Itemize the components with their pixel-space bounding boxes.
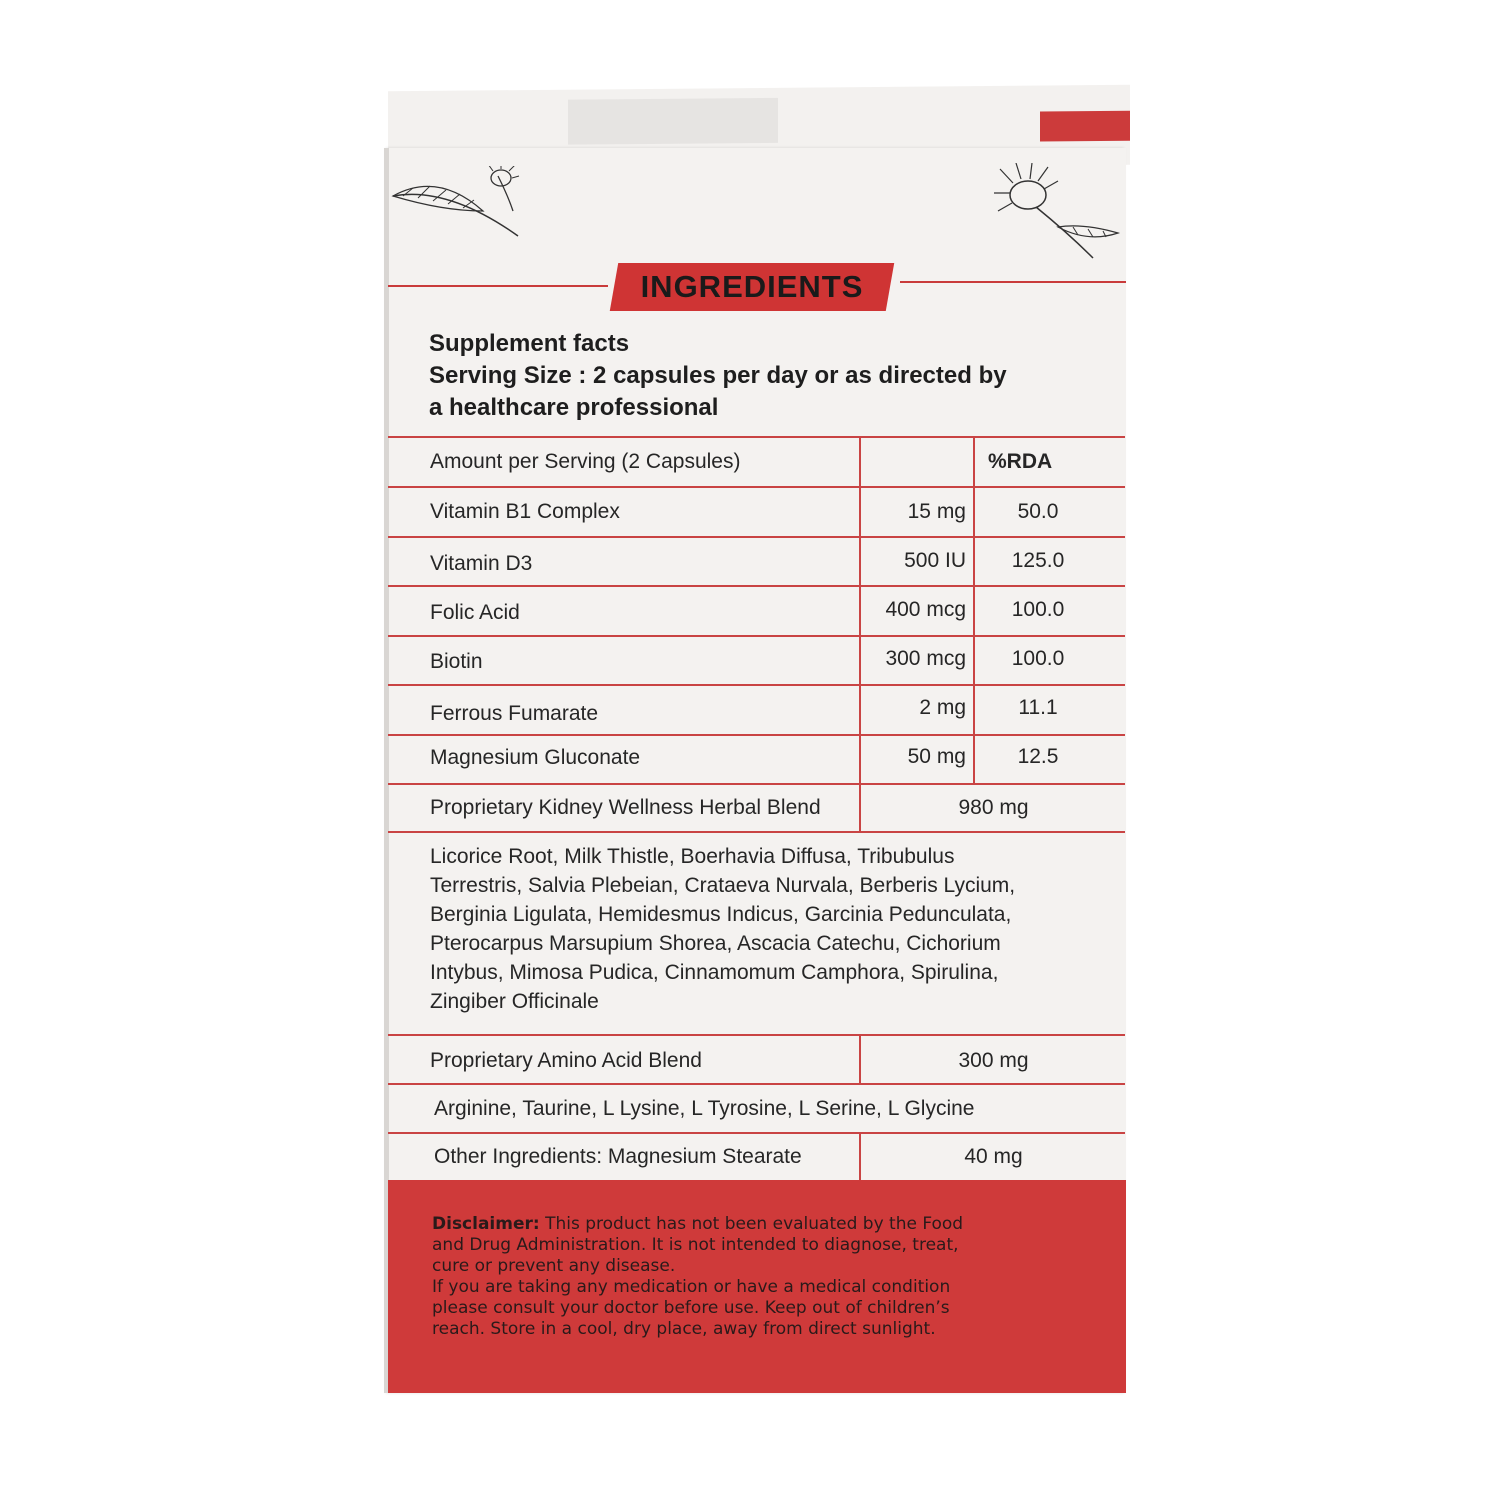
heading-rule-right (900, 281, 1126, 283)
table-column-rule (859, 1132, 861, 1180)
disclaimer-line: cure or prevent any disease. (432, 1256, 676, 1276)
herbal-line: Terrestris, Salvia Plebeian, Crataeva Nurvala, Berberis Lycium, (430, 874, 1016, 897)
table-rule (388, 783, 1125, 785)
row-name: Folic Acid (430, 601, 520, 624)
table-column-rule (859, 1034, 861, 1083)
row-name: Vitamin B1 Complex (430, 500, 620, 523)
disclaimer-line: please consult your doctor before use. Keep out of children’s (432, 1298, 950, 1318)
row-name: Magnesium Gluconate (430, 746, 641, 769)
amino-blend-amount: 300 mg (958, 1049, 1029, 1072)
table-header-label: Amount per Serving (2 Capsules) (430, 450, 741, 473)
row-rda: 100.0 (1011, 647, 1065, 670)
facts-line-1: Supplement facts (429, 330, 630, 357)
herbal-line: Berginia Ligulata, Hemidesmus Indicus, Garcinia Pedunculata, (430, 903, 1012, 926)
table-rule (388, 1132, 1125, 1134)
facts-line-2: Serving Size : 2 capsules per day or as directed by (429, 362, 1007, 389)
herbal-line: Pterocarpus Marsupium Shorea, Ascacia Catechu, Cichorium (430, 932, 1001, 955)
disclaimer (432, 1214, 1082, 1340)
herbal-blend-amount: 980 mg (958, 796, 1029, 819)
herbal-blend-name: Proprietary Kidney Wellness Herbal Blend (430, 796, 821, 819)
row-amount: 400 mcg (885, 598, 966, 621)
table-rule (388, 436, 1125, 438)
disclaimer-line: and Drug Administration. It is not intended to diagnose, treat, (432, 1235, 959, 1255)
row-amount: 500 IU (904, 549, 966, 572)
row-name: Vitamin D3 (430, 552, 533, 575)
table-rule (388, 1034, 1125, 1036)
disclaimer-label: Disclaimer: (432, 1214, 540, 1234)
row-rda: 11.1 (1018, 696, 1058, 719)
herbal-line: Licorice Root, Milk Thistle, Boerhavia Diffusa, Tribubulus (430, 845, 955, 868)
disclaimer-line: If you are taking any medication or have a medical condition (432, 1277, 951, 1297)
disclaimer-text: This product has not been evaluated by the Food (539, 1214, 964, 1234)
flap-print (568, 98, 778, 145)
other-ingredients-name: Other Ingredients: Magnesium Stearate (434, 1145, 802, 1168)
herbal-line: Zingiber Officinale (430, 990, 599, 1013)
table-rule (388, 585, 1125, 587)
row-rda: 12.5 (1017, 745, 1059, 768)
herbal-line: Intybus, Mimosa Pudica, Cinnamomum Camphora, Spirulina, (430, 961, 999, 984)
table-rule (388, 486, 1125, 488)
disclaimer-line: reach. Store in a cool, dry place, away from direct sunlight. (432, 1319, 936, 1339)
row-rda: 50.0 (1017, 500, 1059, 523)
row-amount: 300 mcg (885, 647, 966, 670)
thistle-sketch-right-icon (988, 163, 1128, 273)
heading-title: INGREDIENTS (640, 269, 864, 304)
amino-blend-ingredients: Arginine, Taurine, L Lysine, L Tyrosine, L Serine, L Glycine (434, 1097, 975, 1120)
table-rule (388, 635, 1125, 637)
row-rda: 100.0 (1011, 598, 1065, 621)
herbal-blend-ingredients (430, 842, 1090, 1016)
table-rule (388, 536, 1125, 538)
table-column-rule (973, 436, 975, 784)
table-column-rule (859, 436, 861, 831)
box-side-panel (388, 148, 1126, 1393)
supplement-facts (429, 328, 1109, 424)
row-amount: 15 mg (907, 500, 966, 523)
thistle-sketch-left-icon (388, 166, 538, 246)
row-name: Biotin (430, 650, 483, 673)
row-rda: 125.0 (1011, 549, 1065, 572)
row-amount: 2 mg (919, 696, 966, 719)
disclaimer-line-1 (432, 1214, 1082, 1235)
table-rule (388, 831, 1125, 833)
other-ingredients-amount: 40 mg (964, 1145, 1023, 1168)
heading-rule-left (388, 285, 608, 287)
facts-line-3: a healthcare professional (429, 394, 719, 421)
amino-blend-name: Proprietary Amino Acid Blend (430, 1049, 702, 1072)
table-rule (388, 734, 1125, 736)
row-amount: 50 mg (907, 745, 966, 768)
table-rule (388, 1083, 1125, 1085)
row-name: Ferrous Fumarate (430, 702, 599, 725)
flap-red-print (1040, 111, 1130, 142)
table-header-rda: %RDA (988, 450, 1053, 473)
table-rule (388, 684, 1125, 686)
